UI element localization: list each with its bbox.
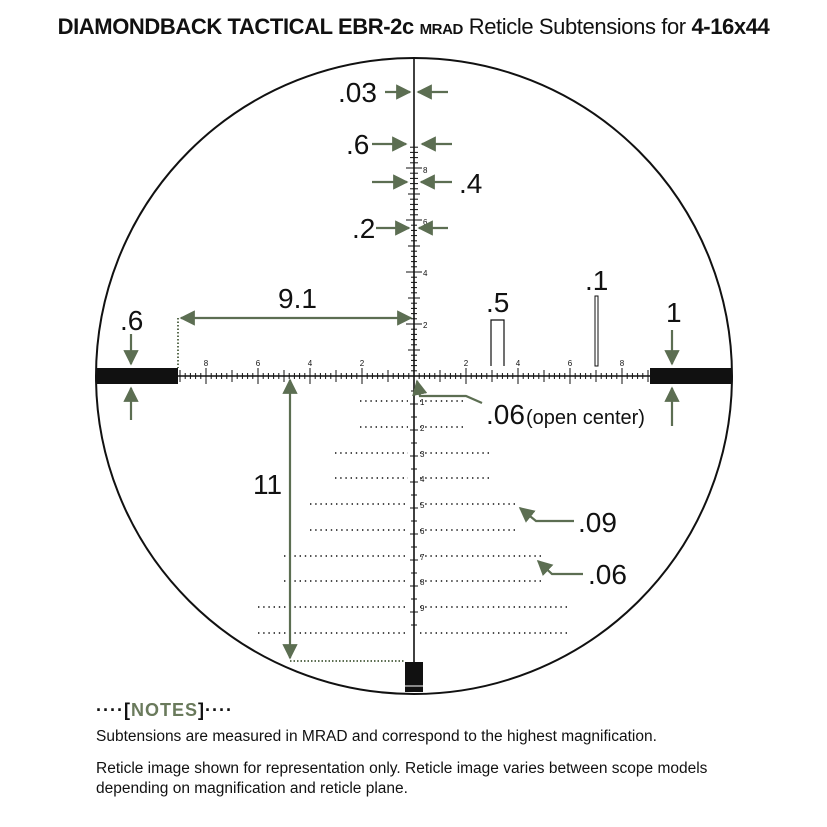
label-left-offset: 9.1	[278, 283, 317, 314]
notes-line-1: Subtensions are measured in MRAD and correspond to the highest magnification.	[96, 728, 657, 745]
label-post-left: .6	[120, 305, 144, 336]
notes-header	[96, 700, 776, 721]
label-short-tick: .2	[352, 213, 376, 244]
v-lower-4: 4	[420, 475, 425, 484]
title-unit: MRAD	[419, 21, 463, 38]
h-number-left-4: 4	[307, 359, 313, 368]
h-number-left-6: 6	[255, 359, 261, 368]
title-middle: Reticle Subtensions for	[468, 14, 686, 39]
notes-header-right: ]····	[198, 700, 233, 720]
v-lower-8: 8	[420, 578, 425, 587]
notes-header-text: NOTES	[130, 700, 198, 720]
right-thick-post	[650, 368, 732, 384]
label-bar-05: .5	[486, 287, 510, 318]
bottom-thick-post	[405, 662, 423, 692]
left-thick-post	[96, 368, 178, 384]
dot-06-leader	[538, 561, 583, 574]
h-number-right-2: 2	[463, 359, 469, 368]
label-drop: 11	[253, 469, 283, 500]
h-number-left-2: 2	[359, 359, 365, 368]
v-number-8: 8	[423, 166, 428, 175]
dot-09-leader	[520, 508, 574, 521]
v-lower-6: 6	[420, 527, 425, 536]
half-mrad-box	[491, 320, 504, 366]
label-center: .06	[486, 399, 525, 430]
v-lower-7: 7	[420, 553, 425, 562]
tenth-mrad-box	[595, 296, 598, 366]
label-tall-tick: .6	[346, 129, 370, 160]
title-power: 4-16x44	[691, 14, 770, 39]
v-number-2: 2	[423, 321, 428, 330]
h-number-right-4: 4	[515, 359, 521, 368]
label-top-gap: .03	[338, 77, 377, 108]
h-number-left-8: 8	[203, 359, 209, 368]
v-number-6: 6	[423, 218, 428, 227]
v-number-4: 4	[423, 269, 428, 278]
v-lower-5: 5	[420, 501, 425, 510]
notes-section	[96, 700, 776, 799]
v-lower-1: 1	[420, 398, 425, 407]
v-lower-2: 2	[420, 424, 425, 433]
v-lower-3: 3	[420, 450, 425, 459]
title-brand: DIAMONDBACK TACTICAL EBR-2c	[57, 14, 414, 39]
label-bar-01: .1	[585, 265, 609, 296]
center-leader	[417, 381, 482, 403]
h-number-right-6: 6	[567, 359, 573, 368]
v-lower-9: 9	[420, 604, 425, 613]
label-post-right: 1	[666, 297, 682, 328]
label-mid-tick: .4	[459, 168, 483, 199]
notes-header-left: ····[	[96, 700, 131, 720]
notes-line-2: Reticle image shown for representation only. Reticle image varies between scope models depending on magnification and reticle plane.	[96, 760, 708, 797]
label-dot-09: .09	[578, 507, 617, 538]
label-dot-06: .06	[588, 559, 627, 590]
h-number-right-8: 8	[619, 359, 625, 368]
label-center-note: (open center)	[526, 407, 645, 429]
